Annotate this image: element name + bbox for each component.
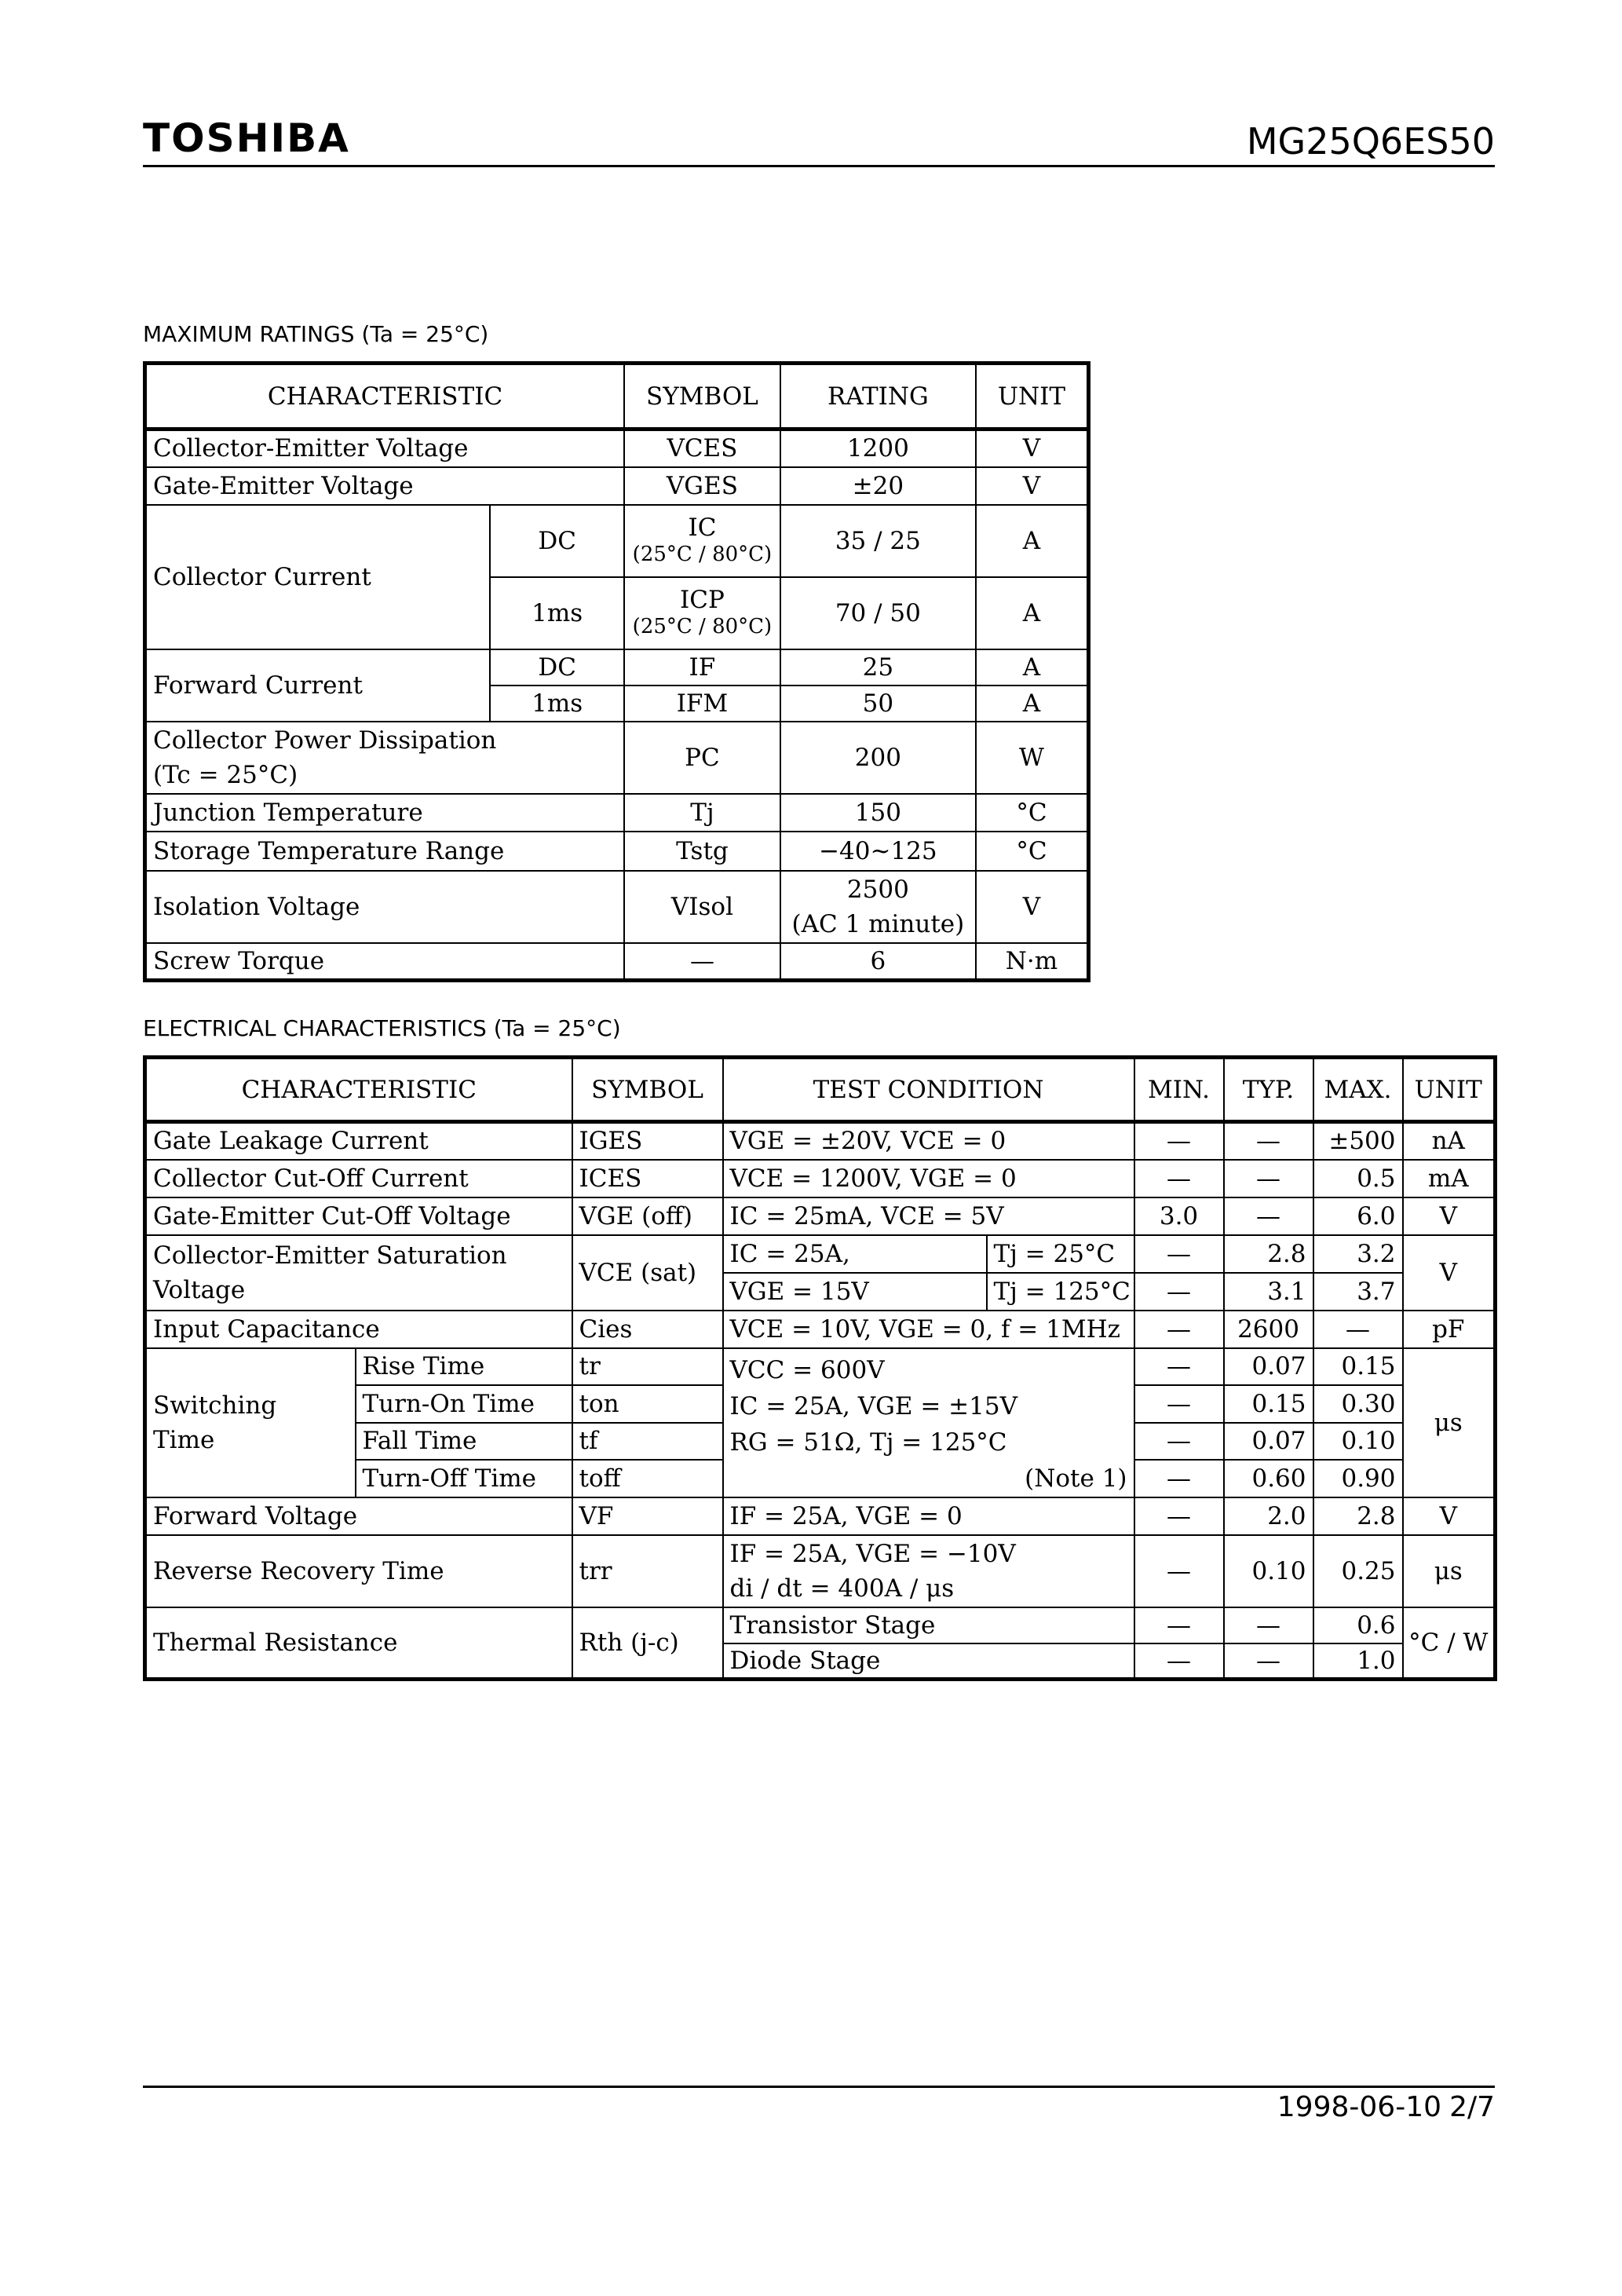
cell-min: — (1134, 1497, 1224, 1535)
cell-min: — (1134, 1235, 1224, 1273)
cell-unit: °C / W (1403, 1607, 1496, 1680)
cell-characteristic: Screw Torque (145, 943, 625, 981)
cell-symbol: tf (572, 1423, 723, 1461)
cell-typ: 0.07 (1224, 1423, 1313, 1461)
header-rule (143, 165, 1495, 167)
table-row (145, 1311, 1496, 1348)
cell-max: 0.6 (1313, 1607, 1403, 1643)
cell-min: — (1134, 1160, 1224, 1197)
cell-min: — (1134, 1348, 1224, 1386)
cell-min: — (1134, 1122, 1224, 1160)
cell-min: — (1134, 1423, 1224, 1461)
cell-condition: IC = 25mA, VCE = 5V (723, 1197, 1134, 1235)
cell-unit: V (1403, 1235, 1496, 1311)
cell-typ: — (1224, 1607, 1313, 1643)
cell-symbol: ICES (572, 1160, 723, 1197)
cell-typ: — (1224, 1160, 1313, 1197)
cell-min: — (1134, 1535, 1224, 1607)
cell-symbol: IF (624, 649, 780, 686)
col-symbol: SYMBOL (572, 1058, 723, 1122)
cell-typ: 2.8 (1224, 1235, 1313, 1273)
cell-characteristic: Junction Temperature (145, 794, 625, 832)
cell-symbol: VCE (sat) (572, 1235, 723, 1311)
cell-symbol: Tj (624, 794, 780, 832)
brand-logo: TOSHIBA (143, 115, 350, 161)
table-row (145, 1607, 1496, 1643)
cell-unit: N·m (976, 943, 1089, 981)
col-characteristic: CHARACTERISTIC (145, 1058, 572, 1122)
cell-subcharacteristic: Rise Time (356, 1348, 572, 1386)
electrical-table (143, 1055, 1497, 1681)
cell-temperature: Tj = 125°C (987, 1273, 1134, 1311)
cell-characteristic: Collector Cut-Off Current (145, 1160, 572, 1197)
cell-symbol: ton (572, 1385, 723, 1423)
table-row (145, 1122, 1496, 1160)
col-typ: TYP. (1224, 1058, 1313, 1122)
footer-date: 1998-06-10 (1277, 2091, 1441, 2123)
cell-subcondition: DC (490, 649, 624, 686)
col-unit: UNIT (976, 364, 1089, 430)
cell-characteristic: Gate Leakage Current (145, 1122, 572, 1160)
col-rating: RATING (780, 364, 976, 430)
characteristic-line1: Collector-Emitter Saturation (153, 1241, 507, 1270)
cell-max: 0.10 (1313, 1423, 1403, 1461)
cell-symbol: IFM (624, 686, 780, 722)
cell-condition (723, 1535, 1134, 1607)
cell-symbol: VIsol (624, 871, 780, 943)
cell-characteristic: Forward Current (145, 649, 491, 722)
cell-max: — (1313, 1311, 1403, 1348)
cell-characteristic: Gate-Emitter Cut-Off Voltage (145, 1197, 572, 1235)
cell-characteristic: Reverse Recovery Time (145, 1535, 572, 1607)
cell-typ: — (1224, 1643, 1313, 1680)
cell-symbol (624, 577, 780, 649)
table-row (145, 832, 1089, 871)
cell-max: 6.0 (1313, 1197, 1403, 1235)
cell-symbol: VF (572, 1497, 723, 1535)
cell-symbol: Tstg (624, 832, 780, 871)
cell-symbol: toff (572, 1460, 723, 1497)
cell-unit: V (976, 467, 1089, 505)
cell-rating: 200 (780, 722, 976, 794)
cell-characteristic: Gate-Emitter Voltage (145, 467, 625, 505)
cell-characteristic: Storage Temperature Range (145, 832, 625, 871)
cell-symbol: — (624, 943, 780, 981)
cell-unit: nA (1403, 1122, 1496, 1160)
col-unit: UNIT (1403, 1058, 1496, 1122)
cell-rating: −40~125 (780, 832, 976, 871)
cell-min: — (1134, 1385, 1224, 1423)
table-row (145, 467, 1089, 505)
col-test-condition: TEST CONDITION (723, 1058, 1134, 1122)
table-row (145, 871, 1089, 943)
cell-unit: V (976, 871, 1089, 943)
cell-unit: mA (1403, 1160, 1496, 1197)
rating-line2: (AC 1 minute) (791, 909, 965, 938)
cell-characteristic: Input Capacitance (145, 1311, 572, 1348)
cell-condition: VGE = 15V (723, 1273, 987, 1311)
cell-max: ±500 (1313, 1122, 1403, 1160)
cell-rating: 150 (780, 794, 976, 832)
cell-min: — (1134, 1643, 1224, 1680)
cell-condition: IC = 25A, (723, 1235, 987, 1273)
symbol-text: ICP (680, 585, 725, 614)
cell-unit: pF (1403, 1311, 1496, 1348)
cell-temperature: Tj = 25°C (987, 1235, 1134, 1273)
cell-unit: A (976, 505, 1089, 577)
cell-characteristic: Forward Voltage (145, 1497, 572, 1535)
cell-symbol: VGES (624, 467, 780, 505)
cell-characteristic: Thermal Resistance (145, 1607, 572, 1680)
rating-line1: 2500 (846, 875, 909, 904)
cell-rating: 50 (780, 686, 976, 722)
cell-unit: A (976, 649, 1089, 686)
cell-rating (780, 871, 976, 943)
condition-line2: IC = 25A, VGE = ±15V (729, 1391, 1017, 1420)
cell-min: — (1134, 1311, 1224, 1348)
table-row (145, 1235, 1496, 1273)
cell-typ: 0.07 (1224, 1348, 1313, 1386)
cell-rating: 70 / 50 (780, 577, 976, 649)
cell-unit: A (976, 577, 1089, 649)
condition-note: (Note 1) (1025, 1464, 1127, 1493)
cell-unit: °C (976, 794, 1089, 832)
cell-symbol: PC (624, 722, 780, 794)
cell-symbol: IGES (572, 1122, 723, 1160)
col-min: MIN. (1134, 1058, 1224, 1122)
cell-condition: Transistor Stage (723, 1607, 1134, 1643)
cell-max: 0.90 (1313, 1460, 1403, 1497)
cell-max: 1.0 (1313, 1643, 1403, 1680)
cell-symbol: VGE (off) (572, 1197, 723, 1235)
condition-line2: di / dt = 400A / μs (729, 1574, 955, 1603)
cell-characteristic (145, 1348, 356, 1497)
cell-rating: 1200 (780, 430, 976, 467)
table-header-row (145, 1058, 1496, 1122)
cell-symbol: VCES (624, 430, 780, 467)
condition-line1: IF = 25A, VGE = −10V (729, 1539, 1016, 1568)
cell-unit: μs (1403, 1348, 1496, 1497)
table-row (145, 505, 1089, 577)
cell-unit: W (976, 722, 1089, 794)
cell-subcharacteristic: Fall Time (356, 1423, 572, 1461)
cell-unit: V (1403, 1197, 1496, 1235)
cell-characteristic: Collector Current (145, 505, 491, 649)
cell-max: 0.30 (1313, 1385, 1403, 1423)
characteristic-line2: (Tc = 25°C) (153, 760, 298, 789)
cell-typ: — (1224, 1197, 1313, 1235)
table-row (145, 1497, 1496, 1535)
cell-condition (723, 1348, 1134, 1497)
cell-unit: A (976, 686, 1089, 722)
cell-typ: — (1224, 1122, 1313, 1160)
cell-subcondition: DC (490, 505, 624, 577)
cell-min: — (1134, 1273, 1224, 1311)
cell-subcondition: 1ms (490, 686, 624, 722)
footer-page-number: 2/7 (1449, 2091, 1495, 2123)
electrical-title: ELECTRICAL CHARACTERISTICS (Ta = 25°C) (143, 1015, 621, 1041)
cell-characteristic: Isolation Voltage (145, 871, 625, 943)
characteristic-line2: Time (153, 1425, 215, 1454)
characteristic-line2: Voltage (153, 1275, 246, 1304)
cell-min: — (1134, 1607, 1224, 1643)
cell-typ: 3.1 (1224, 1273, 1313, 1311)
table-row (145, 649, 1089, 686)
table-row (145, 1348, 1496, 1386)
characteristic-line1: Switching (153, 1391, 277, 1420)
cell-condition: VCE = 10V, VGE = 0, f = 1MHz (723, 1311, 1134, 1348)
characteristic-line1: Collector Power Dissipation (153, 726, 497, 755)
cell-max: 3.7 (1313, 1273, 1403, 1311)
cell-subcharacteristic: Turn-On Time (356, 1385, 572, 1423)
max-ratings-title: MAXIMUM RATINGS (Ta = 25°C) (143, 321, 489, 347)
col-characteristic: CHARACTERISTIC (145, 364, 625, 430)
condition-line3: RG = 51Ω, Tj = 125°C (729, 1428, 1007, 1457)
cell-rating: 6 (780, 943, 976, 981)
table-row (145, 1535, 1496, 1607)
cell-condition: VGE = ±20V, VCE = 0 (723, 1122, 1134, 1160)
table-row (145, 430, 1089, 467)
cell-symbol: tr (572, 1348, 723, 1386)
cell-max: 0.25 (1313, 1535, 1403, 1607)
table-row (145, 794, 1089, 832)
cell-max: 3.2 (1313, 1235, 1403, 1273)
cell-symbol: trr (572, 1535, 723, 1607)
cell-symbol: Cies (572, 1311, 723, 1348)
cell-typ: 0.10 (1224, 1535, 1313, 1607)
cell-characteristic: Collector-Emitter Voltage (145, 430, 625, 467)
cell-symbol: Rth (j-c) (572, 1607, 723, 1680)
cell-characteristic (145, 722, 625, 794)
cell-condition: VCE = 1200V, VGE = 0 (723, 1160, 1134, 1197)
footer-rule (143, 2086, 1495, 2088)
cell-condition: Diode Stage (723, 1643, 1134, 1680)
cell-unit: μs (1403, 1535, 1496, 1607)
table-row (145, 1160, 1496, 1197)
table-row (145, 1197, 1496, 1235)
cell-max: 0.5 (1313, 1160, 1403, 1197)
col-symbol: SYMBOL (624, 364, 780, 430)
cell-typ: 0.15 (1224, 1385, 1313, 1423)
cell-typ: 2.0 (1224, 1497, 1313, 1535)
cell-max: 0.15 (1313, 1348, 1403, 1386)
cell-typ: 2600 (1224, 1311, 1313, 1348)
col-max: MAX. (1313, 1058, 1403, 1122)
cell-condition: IF = 25A, VGE = 0 (723, 1497, 1134, 1535)
max-ratings-table (143, 361, 1090, 982)
cell-rating: 35 / 25 (780, 505, 976, 577)
cell-characteristic (145, 1235, 572, 1311)
cell-max: 2.8 (1313, 1497, 1403, 1535)
cell-symbol (624, 505, 780, 577)
symbol-note: (25°C / 80°C) (632, 542, 773, 566)
cell-subcondition: 1ms (490, 577, 624, 649)
symbol-text: IC (688, 513, 717, 542)
table-row (145, 722, 1089, 794)
cell-unit: °C (976, 832, 1089, 871)
cell-rating: 25 (780, 649, 976, 686)
cell-typ: 0.60 (1224, 1460, 1313, 1497)
cell-unit: V (1403, 1497, 1496, 1535)
cell-min: 3.0 (1134, 1197, 1224, 1235)
cell-subcharacteristic: Turn-Off Time (356, 1460, 572, 1497)
table-header-row (145, 364, 1089, 430)
cell-rating: ±20 (780, 467, 976, 505)
table-row (145, 943, 1089, 981)
symbol-note: (25°C / 80°C) (632, 614, 773, 638)
cell-unit: V (976, 430, 1089, 467)
condition-line1: VCC = 600V (729, 1355, 885, 1384)
part-number: MG25Q6ES50 (1246, 120, 1495, 163)
cell-min: — (1134, 1460, 1224, 1497)
